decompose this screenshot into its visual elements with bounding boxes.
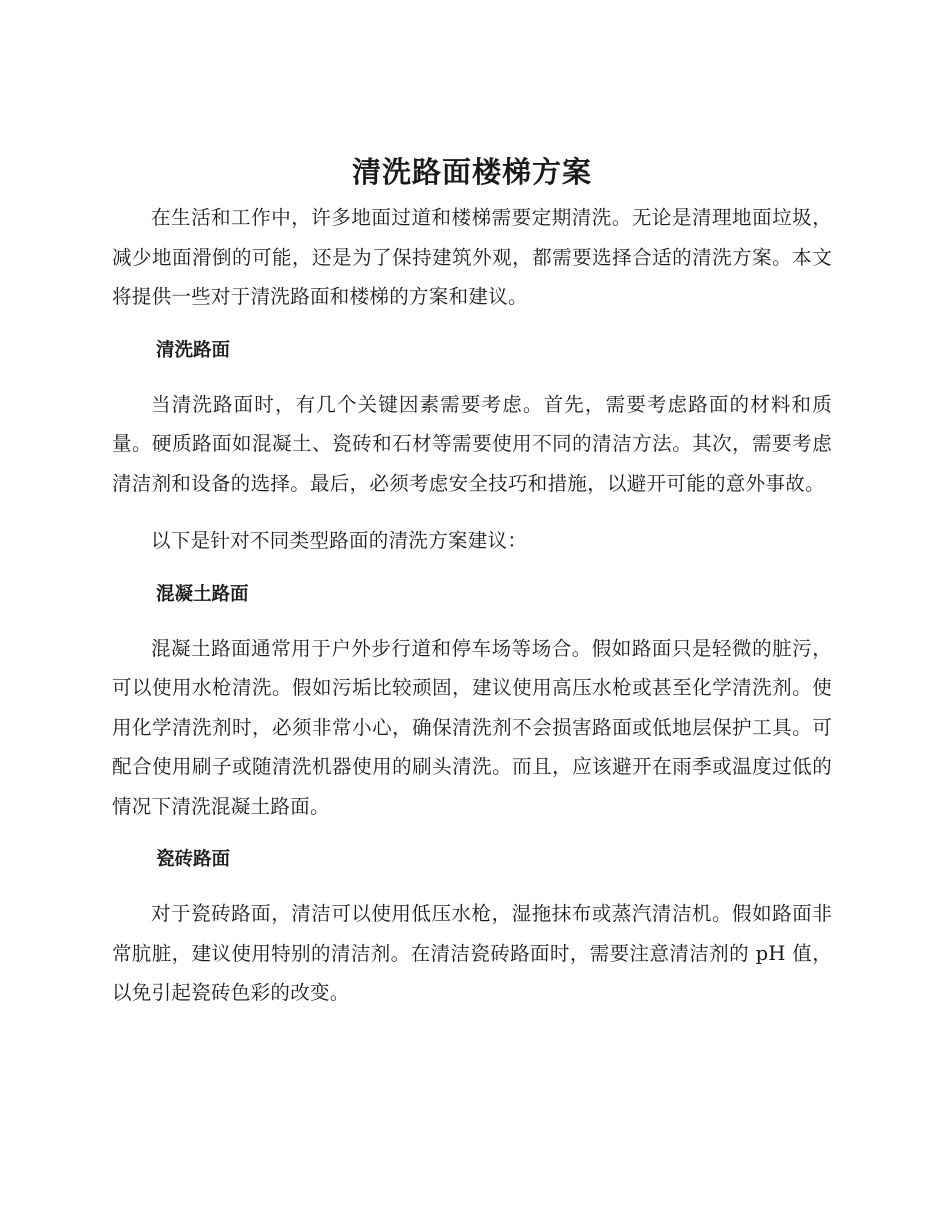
intro-paragraph: 在生活和工作中，许多地面过道和楼梯需要定期清洗。无论是清理地面垃圾，减少地面滑倒的可能，还是为了保持建筑外观，都需要选择合适的清洗方案。本文将提供一些对于清洗路面和楼梯的方案和建议。 [112,206,832,308]
section-heading-concrete: 混凝土路面 [156,583,249,605]
document-page [112,150,832,1013]
spacer [112,317,832,333]
spacer [112,503,832,521]
spacer [112,561,832,577]
body-paragraph: 对于瓷砖路面，清洁可以使用低压水枪，湿拖抹布或蒸汽清洁机。假如路面非常肮脏，建议使用特别的清洁剂。在清洁瓷砖路面时，需要注意清洁剂的 pH 值，以免引起瓷砖色彩的改变。 [112,902,832,1004]
body-paragraph: 以下是针对不同类型路面的清洗方案建议： [151,529,528,552]
spacer [112,826,832,842]
body-paragraph: 混凝土路面通常用于户外步行道和停车场等场合。假如路面只是轻微的脏污，可以使用水枪清洗。假如污垢比较顽固，建议使用高压水枪或甚至化学清洗剂。使用化学清洗剂时，必须非常小心，确保清洗剂不会损害路面或低地层保护工具。可配合使用刷子或随清洗机器使用的刷头清洗。而且，应该避开在雨季或温度过低的情况下清洗混凝土路面。 [112,636,832,818]
section-heading-road-cleaning: 清洗路面 [156,339,231,361]
spacer [112,613,832,629]
spacer [112,369,832,385]
spacer [112,878,832,894]
document-title: 清洗路面楼梯方案 [351,155,592,189]
section-heading-tile: 瓷砖路面 [156,849,231,870]
body-paragraph: 当清洗路面时，有几个关键因素需要考虑。首先，需要考虑路面的材料和质量。硬质路面如混凝土、瓷砖和石材等需要使用不同的清洁方法。其次，需要考虑清洁剂和设备的选择。最后，必须考虑安全技巧和措施，以避开可能的意外事故。 [112,392,832,495]
